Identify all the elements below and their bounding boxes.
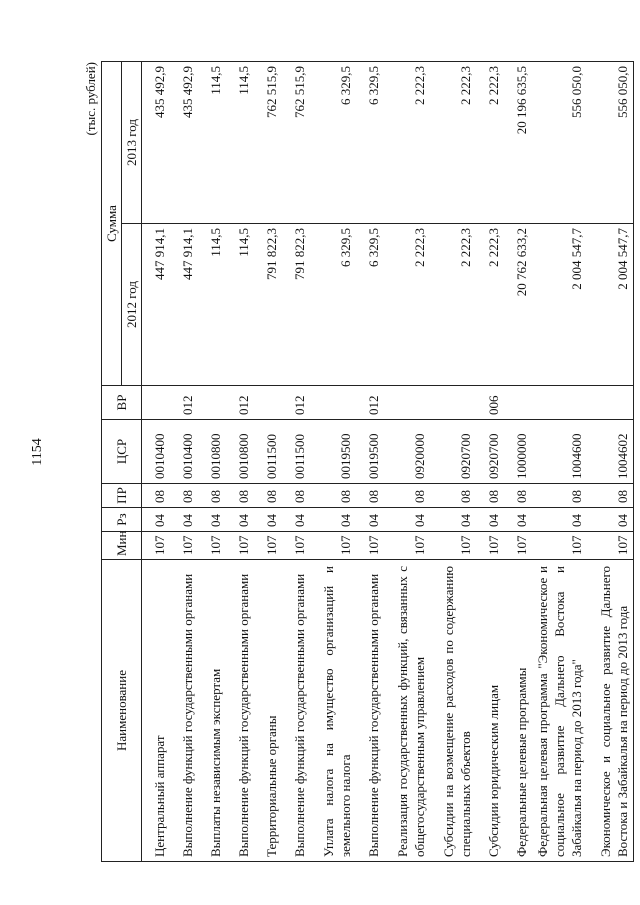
row-rz: 04 xyxy=(476,508,504,532)
row-vr xyxy=(254,386,282,420)
row-name: Федеральные целевые программы xyxy=(504,560,532,862)
row-vr: 012 xyxy=(170,386,198,420)
row-csr: 1000000 xyxy=(504,420,532,484)
row-pr: 08 xyxy=(226,484,254,508)
header-min: Мин xyxy=(102,532,142,560)
header-year-2012: 2012 год xyxy=(122,224,142,386)
header-pr: ПР xyxy=(102,484,142,508)
row-name: Экономическое и социальное развитие Дальнего Востока и Забайкалья на период до 2013 года xyxy=(587,560,634,862)
row-min: 107 xyxy=(532,532,587,560)
row-rz: 04 xyxy=(587,508,634,532)
row-csr: 1004600 xyxy=(532,420,587,484)
table-row xyxy=(282,62,310,862)
row-pr: 08 xyxy=(476,484,504,508)
row-name: Центральный аппарат xyxy=(142,560,171,862)
row-value-2012: 20 762 633,2 xyxy=(504,224,532,386)
row-min: 107 xyxy=(356,532,384,560)
row-vr: 012 xyxy=(356,386,384,420)
table-row xyxy=(476,62,504,862)
row-pr: 08 xyxy=(282,484,310,508)
page-number: 1154 xyxy=(30,438,45,466)
row-csr: 0010800 xyxy=(198,420,226,484)
row-rz: 04 xyxy=(356,508,384,532)
row-min: 107 xyxy=(226,532,254,560)
row-rz: 04 xyxy=(254,508,282,532)
header-sum: Сумма xyxy=(102,62,122,386)
row-min: 107 xyxy=(282,532,310,560)
row-name: Субсидии на возмещение расходов по содержанию специальных объектов xyxy=(430,560,476,862)
row-name: Субсидии юридическим лицам xyxy=(476,560,504,862)
row-value-2013: 6 329,5 xyxy=(356,62,384,224)
table-row xyxy=(226,62,254,862)
row-min: 107 xyxy=(198,532,226,560)
row-name: Федеральная целевая программа "Экономическое и социальное развитие Дальнего Востока и Забайкалья на период до 2013 года" xyxy=(532,560,587,862)
row-pr: 08 xyxy=(587,484,634,508)
row-value-2013: 762 515,9 xyxy=(282,62,310,224)
row-csr: 0011500 xyxy=(282,420,310,484)
row-value-2013: 114,5 xyxy=(198,62,226,224)
table-row xyxy=(142,62,171,862)
row-value-2012: 791 822,3 xyxy=(282,224,310,386)
row-min: 107 xyxy=(310,532,356,560)
row-value-2013: 762 515,9 xyxy=(254,62,282,224)
row-vr xyxy=(310,386,356,420)
budget-table xyxy=(101,61,634,862)
row-rz: 04 xyxy=(310,508,356,532)
header-vr: ВР xyxy=(102,386,142,420)
table-row xyxy=(356,62,384,862)
row-vr: 006 xyxy=(476,386,504,420)
row-csr: 0920700 xyxy=(476,420,504,484)
row-rz: 04 xyxy=(198,508,226,532)
row-vr xyxy=(430,386,476,420)
row-csr: 0920700 xyxy=(430,420,476,484)
row-pr: 08 xyxy=(170,484,198,508)
units-label: (тыс. рублей) xyxy=(83,62,98,136)
row-name: Выполнение функций государственными органами xyxy=(282,560,310,862)
row-value-2013: 20 196 635,5 xyxy=(504,62,532,224)
table-row xyxy=(532,62,587,862)
row-csr: 0019500 xyxy=(356,420,384,484)
header-rz: Рз xyxy=(102,508,142,532)
row-value-2012: 6 329,5 xyxy=(356,224,384,386)
row-csr: 0011500 xyxy=(254,420,282,484)
table-row xyxy=(198,62,226,862)
row-pr: 08 xyxy=(310,484,356,508)
row-value-2012: 447 914,1 xyxy=(142,224,171,386)
header-name: Наименование xyxy=(102,560,142,862)
row-csr: 0010400 xyxy=(142,420,171,484)
table-row xyxy=(384,62,430,862)
row-rz: 04 xyxy=(430,508,476,532)
row-rz: 04 xyxy=(226,508,254,532)
row-name: Выполнение функций государственными органами xyxy=(226,560,254,862)
table-row xyxy=(430,62,476,862)
row-csr: 1004602 xyxy=(587,420,634,484)
header-year-2013: 2013 год xyxy=(122,62,142,224)
row-pr: 08 xyxy=(384,484,430,508)
row-value-2013: 556 050,0 xyxy=(532,62,587,224)
row-value-2013: 435 492,9 xyxy=(170,62,198,224)
row-value-2013: 435 492,9 xyxy=(142,62,171,224)
table-row xyxy=(170,62,198,862)
row-pr: 08 xyxy=(532,484,587,508)
header-csr: ЦСР xyxy=(102,420,142,484)
rotated-page-content xyxy=(83,62,630,862)
row-min: 107 xyxy=(587,532,634,560)
table-body xyxy=(142,62,634,862)
row-vr xyxy=(384,386,430,420)
row-vr xyxy=(142,386,171,420)
row-pr: 08 xyxy=(356,484,384,508)
row-csr: 0010400 xyxy=(170,420,198,484)
row-pr: 08 xyxy=(198,484,226,508)
row-name: Территориальные органы xyxy=(254,560,282,862)
row-min: 107 xyxy=(142,532,171,560)
table-row xyxy=(504,62,532,862)
row-value-2013: 556 050,0 xyxy=(587,62,634,224)
row-value-2013: 6 329,5 xyxy=(310,62,356,224)
table-row xyxy=(310,62,356,862)
row-min: 107 xyxy=(430,532,476,560)
row-value-2013: 2 222,3 xyxy=(476,62,504,224)
row-value-2012: 2 222,3 xyxy=(430,224,476,386)
row-rz: 04 xyxy=(142,508,171,532)
row-value-2012: 114,5 xyxy=(198,224,226,386)
row-value-2012: 2 004 547,7 xyxy=(587,224,634,386)
row-csr: 0019500 xyxy=(310,420,356,484)
row-pr: 08 xyxy=(254,484,282,508)
row-vr xyxy=(198,386,226,420)
row-rz: 04 xyxy=(384,508,430,532)
row-value-2013: 2 222,3 xyxy=(384,62,430,224)
row-name: Выполнение функций государственными органами xyxy=(170,560,198,862)
row-min: 107 xyxy=(476,532,504,560)
row-name: Выполнение функций государственными органами xyxy=(356,560,384,862)
row-vr: 012 xyxy=(282,386,310,420)
row-pr: 08 xyxy=(430,484,476,508)
row-value-2012: 2 222,3 xyxy=(384,224,430,386)
row-rz: 04 xyxy=(532,508,587,532)
row-csr: 0010800 xyxy=(226,420,254,484)
row-value-2012: 791 822,3 xyxy=(254,224,282,386)
row-min: 107 xyxy=(254,532,282,560)
row-vr xyxy=(587,386,634,420)
row-value-2012: 447 914,1 xyxy=(170,224,198,386)
row-name: Реализация государственных функций, связанных с общегосударственным управлением xyxy=(384,560,430,862)
row-value-2013: 2 222,3 xyxy=(430,62,476,224)
row-value-2013: 114,5 xyxy=(226,62,254,224)
row-pr: 08 xyxy=(504,484,532,508)
row-value-2012: 2 004 547,7 xyxy=(532,224,587,386)
row-value-2012: 114,5 xyxy=(226,224,254,386)
row-min: 107 xyxy=(170,532,198,560)
row-value-2012: 2 222,3 xyxy=(476,224,504,386)
row-name: Уплата налога на имущество организаций и земельного налога xyxy=(310,560,356,862)
row-csr: 0920000 xyxy=(384,420,430,484)
table-row xyxy=(587,62,634,862)
row-vr xyxy=(532,386,587,420)
row-rz: 04 xyxy=(170,508,198,532)
row-name: Выплаты независимым экспертам xyxy=(198,560,226,862)
row-min: 107 xyxy=(384,532,430,560)
row-vr: 012 xyxy=(226,386,254,420)
row-min: 107 xyxy=(504,532,532,560)
row-rz: 04 xyxy=(282,508,310,532)
row-vr xyxy=(504,386,532,420)
row-rz: 04 xyxy=(504,508,532,532)
table-header xyxy=(102,62,142,862)
table-row xyxy=(254,62,282,862)
row-pr: 08 xyxy=(142,484,171,508)
row-value-2012: 6 329,5 xyxy=(310,224,356,386)
